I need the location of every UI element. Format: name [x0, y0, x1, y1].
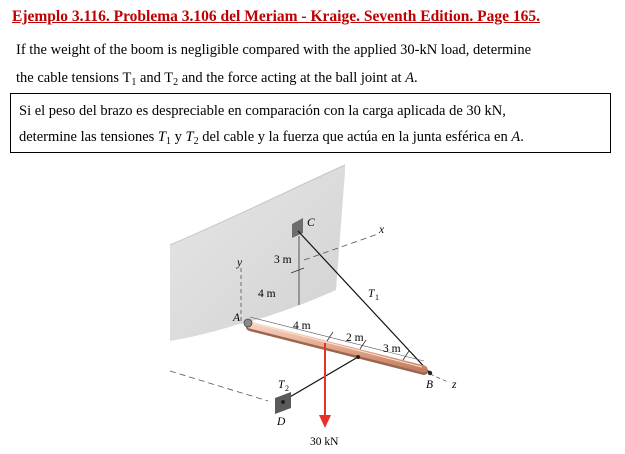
label-4m-boom: 4 m	[293, 320, 311, 332]
label-load: 30 kN	[310, 436, 339, 448]
attachment-point-d	[281, 400, 285, 404]
spanish-line-2-part-a: determine las tensiones	[19, 129, 158, 145]
spanish-period: .	[520, 129, 524, 145]
label-b: B	[426, 379, 434, 391]
t2-subscript: 2	[193, 136, 199, 147]
label-t2-sub: 2	[285, 384, 289, 393]
english-line-1: If the weight of the boom is negligible compared with the applied 30-kN load, determine	[16, 42, 532, 58]
label-t1-sub: 1	[375, 293, 379, 302]
label-y: y	[237, 257, 243, 269]
dimension-tick-d	[403, 351, 409, 360]
t2-symbol: T	[185, 129, 194, 145]
english-line-2-part-b: and T	[136, 70, 174, 86]
spanish-and: y	[171, 129, 186, 145]
label-t2: T	[278, 379, 285, 391]
label-x: x	[379, 224, 385, 236]
point-a-label: A	[405, 70, 415, 86]
subscript-1: 1	[131, 77, 137, 88]
cable-attachment-point	[356, 355, 360, 359]
english-line-2-part-a: the cable tensions T	[16, 70, 132, 86]
example-title: Ejemplo 3.116. Problema 3.106 del Meriam - Kraige. Seventh Edition. Page 165.	[12, 8, 540, 25]
cable-t2	[283, 357, 358, 401]
label-4m-vertical: 4 m	[258, 288, 276, 300]
label-d: D	[277, 416, 286, 428]
english-line-2-part-c: and the force acting at the ball joint at	[178, 70, 406, 86]
label-t1: T	[368, 288, 375, 300]
label-c: C	[307, 217, 315, 229]
t1-symbol: T	[157, 129, 166, 145]
t1-subscript: 1	[166, 136, 171, 147]
ground-dashed-line	[170, 371, 268, 401]
label-2m: 2 m	[346, 332, 364, 344]
label-3m-vertical: 3 m	[274, 254, 292, 266]
end-point-b	[428, 371, 432, 375]
ball-joint-a	[244, 319, 252, 327]
label-3m-boom: 3 m	[383, 343, 401, 355]
label-z: z	[452, 379, 457, 391]
label-a: A	[233, 312, 241, 324]
load-arrowhead	[319, 415, 331, 428]
spanish-line-2-part-b: del cable y la fuerza que actúa en la junta esférica en	[198, 129, 512, 145]
spanish-line-1: Si el peso del brazo es despreciable en comparación con la carga aplicada de 30 kN,	[19, 103, 506, 119]
subscript-2: 2	[173, 77, 179, 88]
point-a-label-es: A	[511, 129, 521, 145]
english-period: .	[414, 70, 418, 86]
